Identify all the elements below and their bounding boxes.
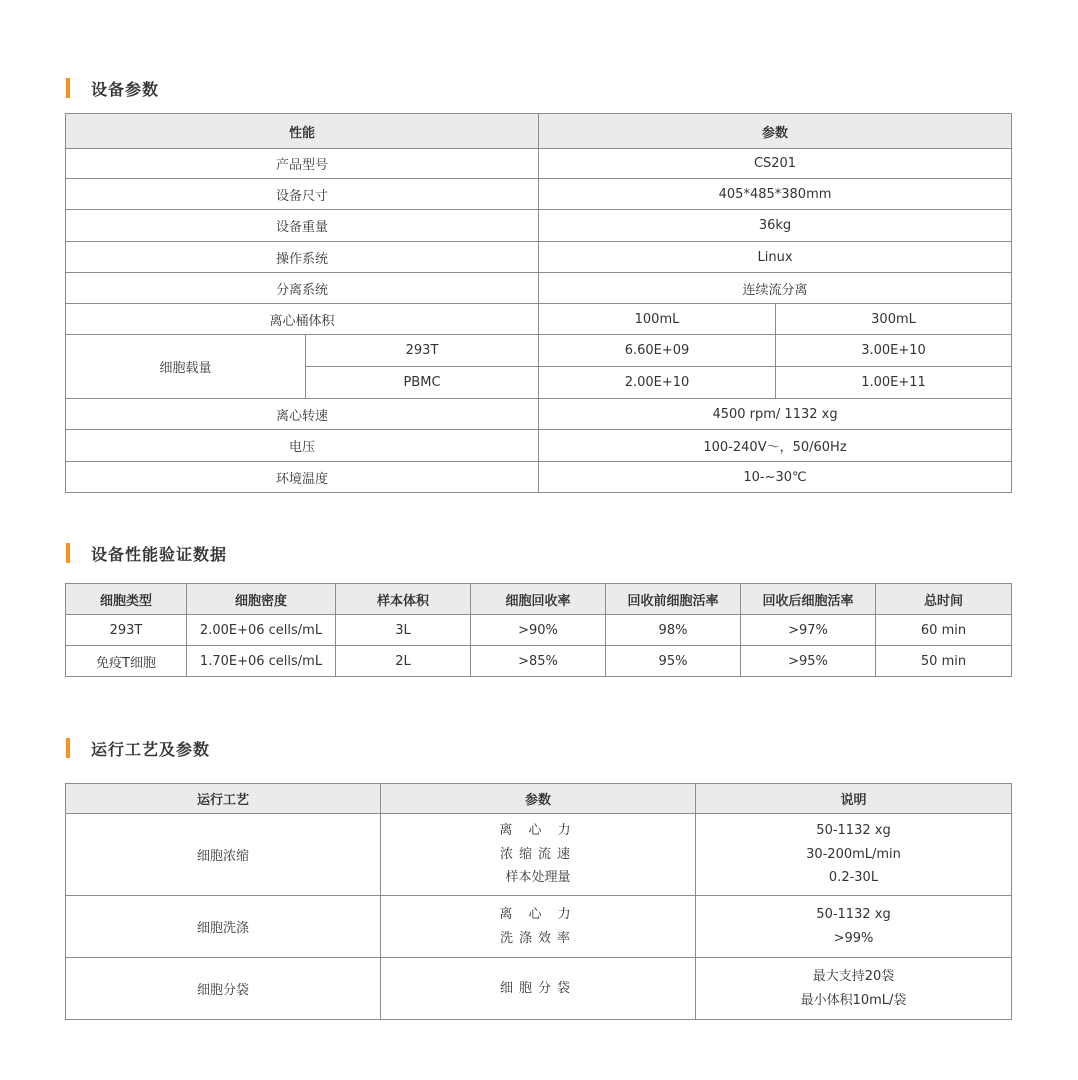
header-cell: 说明: [696, 784, 1012, 814]
process-params: [381, 958, 696, 1020]
cell: >97%: [741, 615, 876, 646]
param-line: 离 心 力: [499, 823, 577, 839]
validation-table: [65, 583, 1012, 677]
cell: 98%: [606, 615, 741, 646]
param-line: 细胞分袋: [499, 980, 576, 996]
table-row: [66, 430, 1012, 462]
cell: >90%: [471, 615, 606, 646]
note-line: 最大支持20袋: [812, 969, 895, 984]
row-value: 6.60E+09: [539, 335, 776, 367]
section-heading: 设备性能验证数据: [91, 544, 228, 564]
row-value: 2.00E+10: [539, 367, 776, 399]
process-params: [381, 814, 696, 896]
table-row: [66, 304, 1012, 335]
row-value: 36kg: [539, 210, 1012, 242]
row-label: 操作系统: [66, 242, 539, 273]
row-sublabel: PBMC: [306, 367, 539, 399]
table-row: [66, 896, 1012, 958]
row-value: 1.00E+11: [776, 367, 1012, 399]
table-row: [66, 399, 1012, 430]
table-header-row: [66, 584, 1012, 615]
process-name: 细胞洗涤: [66, 896, 381, 958]
table-header-row: [66, 784, 1012, 814]
section-title-specs: [66, 78, 159, 98]
table-row: [66, 242, 1012, 273]
note-line: 30-200mL/min: [806, 846, 901, 862]
process-table: [65, 783, 1012, 1020]
cell: 293T: [66, 615, 187, 646]
row-label: 电压: [66, 430, 539, 462]
note-line: 50-1132 xg: [816, 907, 891, 922]
process-notes: [696, 958, 1012, 1020]
table-row: [66, 615, 1012, 646]
param-line: 浓缩流速: [499, 846, 576, 862]
row-label: 设备重量: [66, 210, 539, 242]
cell: 1.70E+06 cells/mL: [187, 646, 336, 677]
table-row: [66, 814, 1012, 896]
header-cell: 总时间: [876, 584, 1012, 615]
table-header-row: [66, 114, 1012, 149]
process-params: [381, 896, 696, 958]
section-heading: 设备参数: [91, 79, 160, 99]
specs-table: [65, 113, 1012, 493]
note-line: 最小体积10mL/袋: [800, 992, 907, 1008]
header-cell: 运行工艺: [66, 784, 381, 814]
header-cell: 样本体积: [336, 584, 471, 615]
note-line: 50-1132 xg: [816, 823, 891, 839]
row-label: 细胞载量: [66, 335, 306, 399]
header-cell: 细胞回收率: [471, 584, 606, 615]
section-heading: 运行工艺及参数: [91, 739, 211, 759]
row-label: 设备尺寸: [66, 179, 539, 210]
cell: >95%: [741, 646, 876, 677]
table-row: [66, 958, 1012, 1020]
accent-bar: [66, 78, 70, 98]
cell: 2.00E+06 cells/mL: [187, 615, 336, 646]
process-name: 细胞浓缩: [66, 814, 381, 896]
process-notes: [696, 814, 1012, 896]
table-row: [66, 149, 1012, 179]
param-line: 离 心 力: [499, 907, 577, 922]
row-label: 离心转速: [66, 399, 539, 430]
cell: >85%: [471, 646, 606, 677]
row-label: 产品型号: [66, 149, 539, 179]
row-value: 100-240V～，50/60Hz: [539, 430, 1012, 462]
table-row: [66, 335, 1012, 367]
row-label: 环境温度: [66, 462, 539, 493]
row-label: 离心桶体积: [66, 304, 539, 335]
cell: 免疫T细胞: [66, 646, 187, 677]
row-value: 10-~30℃: [539, 462, 1012, 493]
note-line: >99%: [833, 930, 874, 946]
row-value: 100mL: [539, 304, 776, 335]
row-value: 4500 rpm/ 1132 xg: [539, 399, 1012, 430]
row-label: 分离系统: [66, 273, 539, 304]
row-value: 405*485*380mm: [539, 179, 1012, 210]
cell: 2L: [336, 646, 471, 677]
param-line: 样本处理量: [505, 870, 571, 886]
row-value: 3.00E+10: [776, 335, 1012, 367]
row-value: 300mL: [776, 304, 1012, 335]
table-row: [66, 179, 1012, 210]
param-line: 洗涤效率: [499, 930, 576, 946]
table-row: [66, 462, 1012, 493]
row-sublabel: 293T: [306, 335, 539, 367]
header-cell: 回收前细胞活率: [606, 584, 741, 615]
cell: 3L: [336, 615, 471, 646]
note-line: 0.2-30L: [828, 870, 879, 886]
row-value: CS201: [539, 149, 1012, 179]
table-row: [66, 646, 1012, 677]
row-value: Linux: [539, 242, 1012, 273]
header-cell: 性能: [66, 114, 539, 149]
accent-bar: [66, 543, 70, 563]
section-title-validation: [66, 543, 227, 563]
table-row: [66, 210, 1012, 242]
header-cell: 参数: [539, 114, 1012, 149]
header-cell: 细胞类型: [66, 584, 187, 615]
cell: 60 min: [876, 615, 1012, 646]
accent-bar: [66, 738, 70, 758]
header-cell: 参数: [381, 784, 696, 814]
header-cell: 细胞密度: [187, 584, 336, 615]
cell: 50 min: [876, 646, 1012, 677]
section-title-process: [66, 738, 210, 758]
header-cell: 回收后细胞活率: [741, 584, 876, 615]
cell: 95%: [606, 646, 741, 677]
table-row: [66, 273, 1012, 304]
row-value: 连续流分离: [539, 273, 1012, 304]
process-name: 细胞分袋: [66, 958, 381, 1020]
process-notes: [696, 896, 1012, 958]
